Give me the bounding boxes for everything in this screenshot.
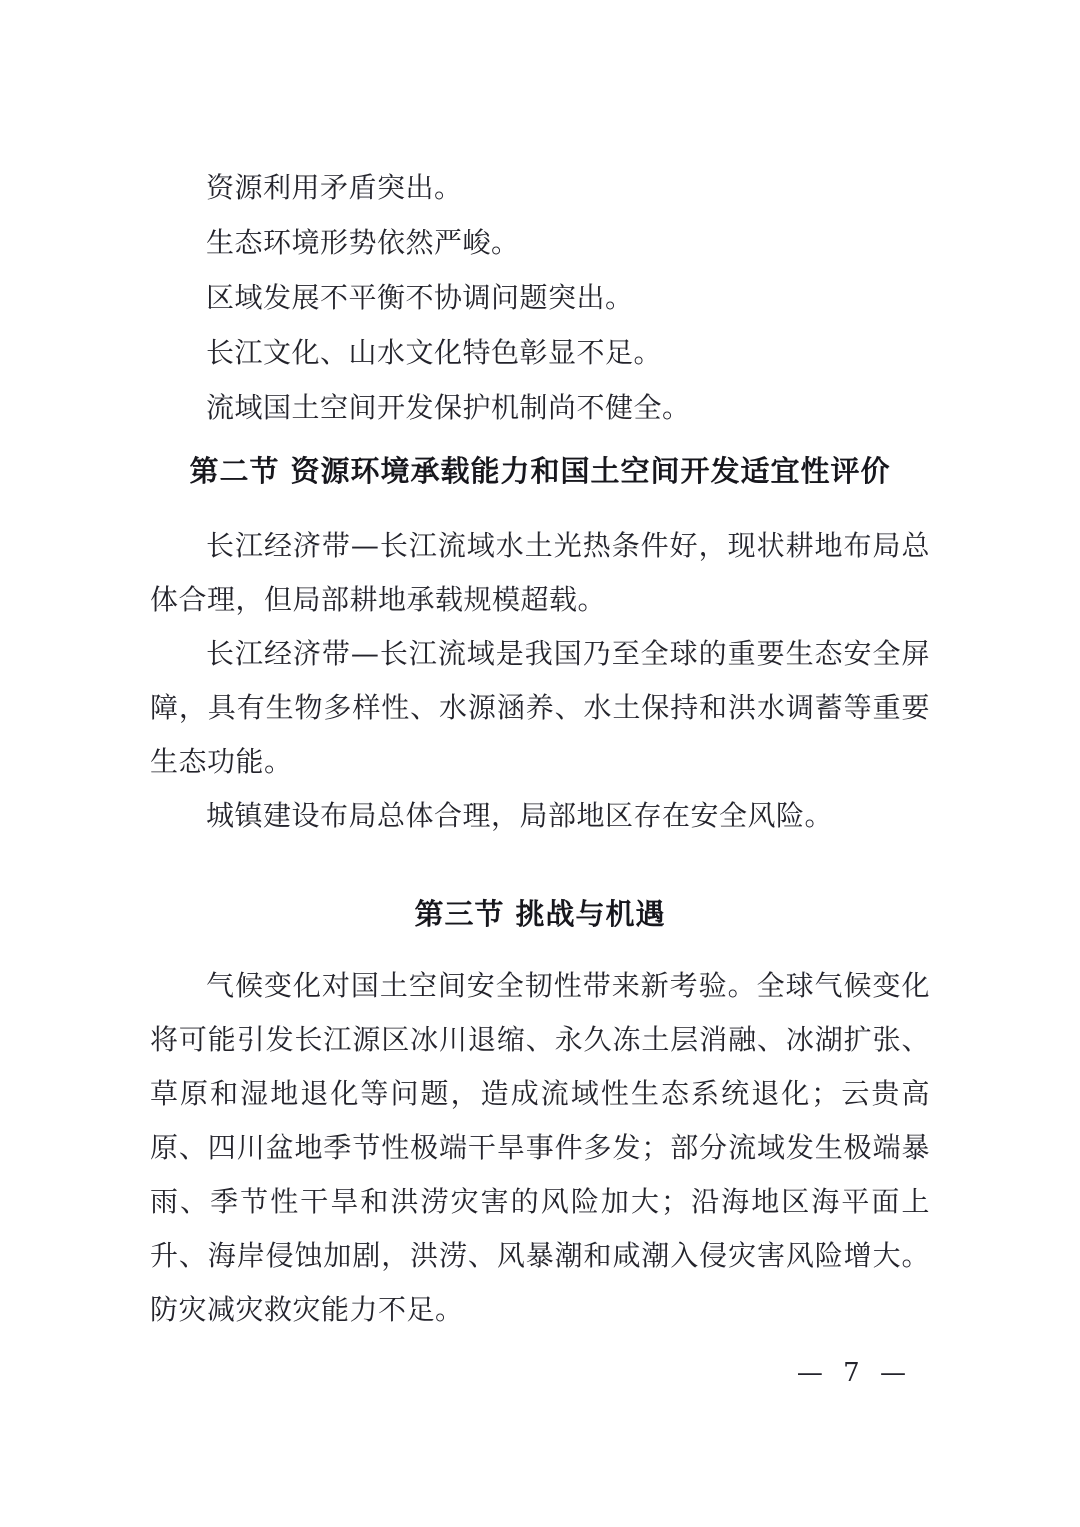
section-2-heading: 第二节 资源环境承载能力和国土空间开发适宜性评价	[189, 454, 891, 488]
section-3-heading: 第三节 挑战与机遇	[414, 897, 666, 931]
body-paragraph: 长江经济带—长江流域是我国乃至全球的重要生态安全屏障，具有生物多样性、水源涵养、水土保持和洪水调蓄等重要生态功能。	[150, 637, 930, 778]
section-2-body	[150, 519, 930, 843]
body-paragraph: 气候变化对国土空间安全韧性带来新考验。全球气候变化将可能引发长江源区冰川退缩、永久冻土层消融、冰湖扩张、草原和湿地退化等问题，造成流域性生态系统退化；云贵高原、四川盆地季节性极端干旱事件多发；部分流域发生极端暴雨、季节性干旱和洪涝灾害的风险加大；沿海地区海平面上升、海岸侵蚀加剧，洪涝、风暴潮和咸潮入侵灾害风险增大。防灾减灾救灾能力不足。	[150, 969, 930, 1326]
section-3-body	[150, 959, 930, 1337]
intro-paragraph: 资源利用矛盾突出。	[206, 171, 463, 204]
intro-paragraph-group	[150, 160, 930, 435]
intro-paragraph: 区域发展不平衡不协调问题突出。	[206, 281, 634, 314]
intro-paragraph: 长江文化、山水文化特色彰显不足。	[206, 336, 663, 369]
intro-paragraph: 生态环境形势依然严峻。	[206, 226, 520, 259]
page-number: — 7 —	[796, 1358, 912, 1388]
body-paragraph: 长江经济带—长江流域水土光热条件好，现状耕地布局总体合理，但局部耕地承载规模超载。	[150, 529, 930, 616]
document-content	[150, 160, 930, 1337]
intro-paragraph: 流域国土空间开发保护机制尚不健全。	[206, 391, 691, 424]
body-paragraph: 城镇建设布局总体合理，局部地区存在安全风险。	[206, 799, 834, 832]
